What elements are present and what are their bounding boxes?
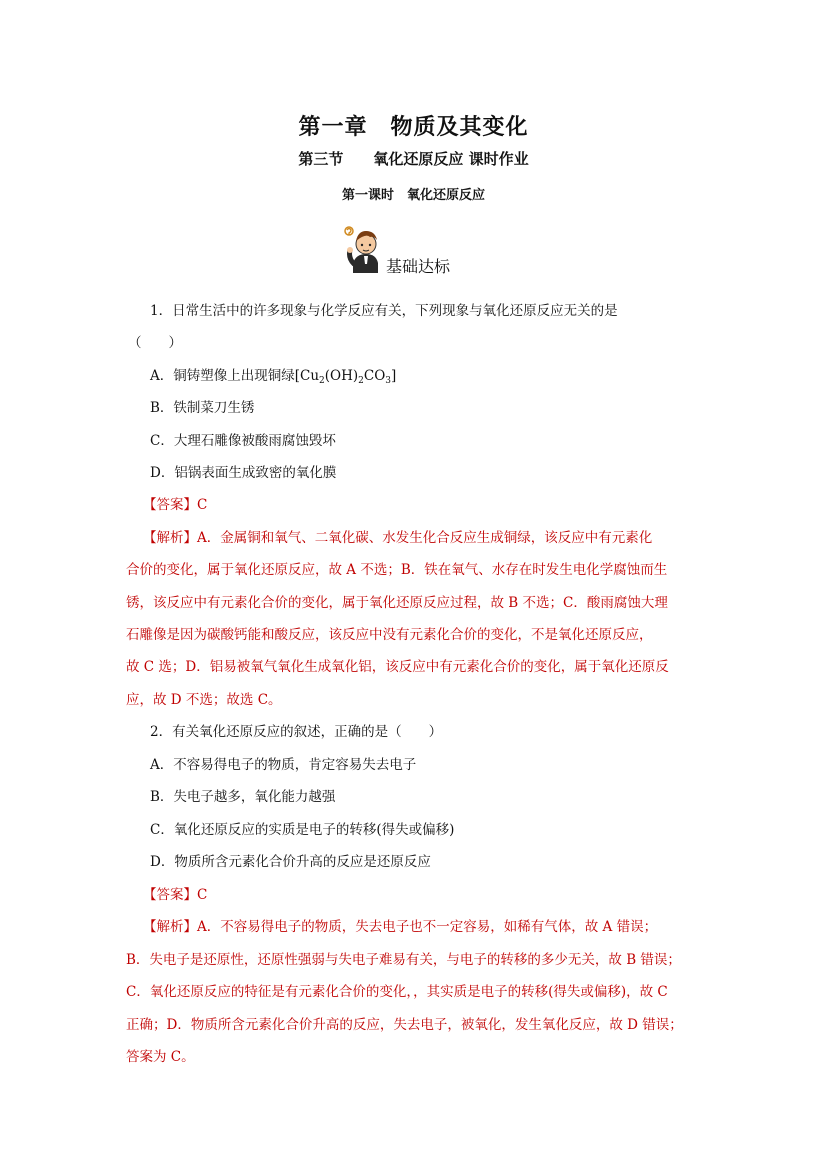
q1-analysis-line-1: 【解析】A．金属铜和氧气、二氧化碳、水发生化合反应生成铜绿，该反应中有元素化 bbox=[143, 530, 653, 546]
badge-label: 基础达标 bbox=[386, 257, 451, 276]
q2-analysis-line-3: C．氧化还原反应的特征是有元素化合价的变化，，其实质是电子的转移(得失或偏移)，故 C bbox=[126, 984, 668, 1000]
q2-answer: 【答案】C bbox=[143, 887, 208, 903]
q2-analysis-line-2: B．失电子是还原性，还原性强弱与失电子难易有关，与电子的转移的多少无关，故 B 错误； bbox=[126, 952, 681, 968]
q1-option-a: A．铜铸塑像上出现铜绿$[Cu_2(OH)_2CO_3]$ bbox=[150, 368, 397, 386]
q1-option-c: C．大理石雕像被酸雨腐蚀毁坏 bbox=[150, 433, 336, 449]
q1-option-b: B．铁制菜刀生锈 bbox=[150, 400, 255, 416]
lesson-title: 第一课时 氧化还原反应 bbox=[341, 188, 485, 203]
cartoon-student-icon bbox=[340, 226, 388, 274]
q2-option-a: A．不容易得电子的物质，肯定容易失去电子 bbox=[150, 757, 417, 773]
section-title: 第三节 氧化还原反应 课时作业 bbox=[298, 150, 529, 168]
q2-option-b: B．失电子越多，氧化能力越强 bbox=[150, 789, 336, 805]
q1-analysis-line-3: 锈，该反应中有元素化合价的变化，属于氧化还原反应过程，故 B 不选；C．酸雨腐蚀大理 bbox=[126, 595, 668, 611]
q1-paren: （ ） bbox=[128, 335, 182, 351]
q2-option-d: D．物质所含元素化合价升高的反应是还原反应 bbox=[150, 854, 431, 870]
q1-analysis-line-5: 故 C 选；D．铝易被氧气氧化生成氧化铝，该反应中有元素化合价的变化，属于氧化还原反 bbox=[126, 659, 669, 675]
q1-stem: 1．日常生活中的许多现象与化学反应有关，下列现象与氧化还原反应无关的是 bbox=[150, 303, 618, 319]
q1-analysis-line-6: 应，故 D 不选；故选 C。 bbox=[126, 692, 282, 708]
q2-option-c: C．氧化还原反应的实质是电子的转移(得失或偏移) bbox=[150, 822, 455, 838]
chapter-title: 第一章 物质及其变化 bbox=[298, 114, 529, 140]
q1-option-d: D．铝锅表面生成致密的氧化膜 bbox=[150, 465, 337, 481]
q1-analysis-line-4: 石雕像是因为碳酸钙能和酸反应，该反应中没有元素化合价的变化，不是氧化还原反应， bbox=[126, 627, 653, 643]
basic-practice-badge bbox=[340, 226, 500, 274]
q2-analysis-line-4: 正确；D．物质所含元素化合价升高的反应，失去电子，被氧化，发生氧化反应，故 D 错误； bbox=[126, 1017, 683, 1033]
q1-answer: 【答案】C bbox=[143, 497, 208, 513]
q2-stem: 2．有关氧化还原反应的叙述，正确的是（ ） bbox=[150, 724, 443, 740]
q1-analysis-line-2: 合价的变化，属于氧化还原反应，故 A 不选；B．铁在氧气、水存在时发生电化学腐蚀而生 bbox=[126, 562, 668, 578]
q2-analysis-line-5: 答案为 C。 bbox=[126, 1049, 195, 1065]
q2-analysis-line-1: 【解析】A．不容易得电子的物质，失去电子也不一定容易，如稀有气体，故 A 错误； bbox=[143, 919, 658, 935]
